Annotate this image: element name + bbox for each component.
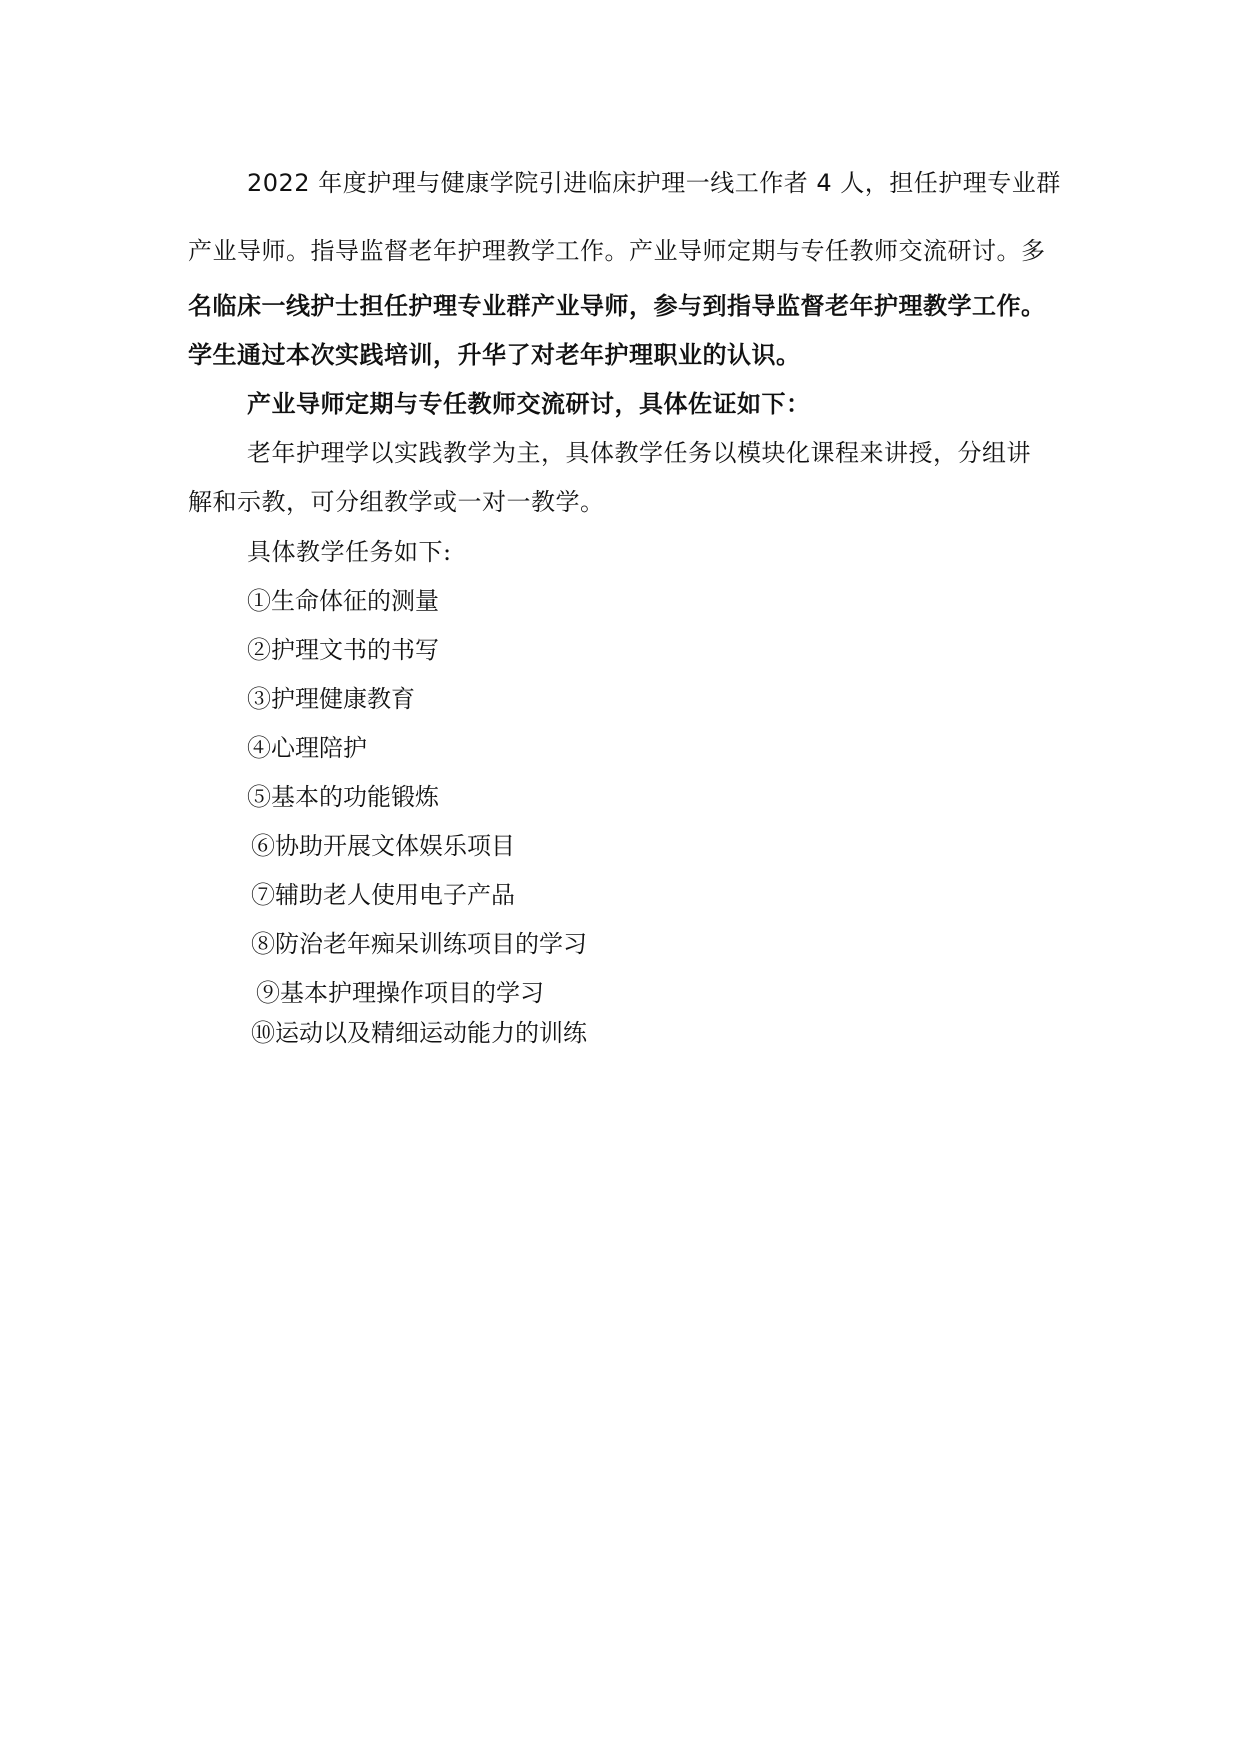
paragraph1-line4: 学生通过本次实践培训，升华了对老年护理职业的认识。	[188, 341, 801, 369]
list-item: ⑩运动以及精细运动能力的训练	[251, 1019, 587, 1047]
paragraph2: 产业导师定期与专任教师交流研讨，具体佐证如下：	[247, 390, 811, 418]
list-item: ②护理文书的书写	[247, 636, 439, 664]
paragraph1-line2: 产业导师。指导监督老年护理教学工作。产业导师定期与专任教师交流研讨。多	[188, 237, 1046, 265]
paragraph1-line3: 名临床一线护士担任护理专业群产业导师，参与到指导监督老年护理教学工作。	[188, 292, 1046, 320]
list-item: ⑤基本的功能锻炼	[247, 783, 439, 811]
list-item: ③护理健康教育	[247, 685, 415, 713]
list-item: ⑧防治老年痴呆训练项目的学习	[251, 930, 587, 958]
list-item: ⑥协助开展文体娱乐项目	[251, 832, 515, 860]
list-item: ④心理陪护	[247, 734, 367, 762]
tasks-heading: 具体教学任务如下:	[247, 538, 452, 566]
paragraph3-line2: 解和示教，可分组教学或一对一教学。	[188, 488, 605, 516]
list-item: ⑨基本护理操作项目的学习	[256, 979, 544, 1007]
list-item: ①生命体征的测量	[247, 587, 439, 615]
paragraph1-line1: 2022 年度护理与健康学院引进临床护理一线工作者 4 人，担任护理专业群	[247, 169, 1061, 197]
list-item: ⑦辅助老人使用电子产品	[251, 881, 515, 909]
paragraph3-line1: 老年护理学以实践教学为主，具体教学任务以模块化课程来讲授，分组讲	[247, 439, 1031, 467]
